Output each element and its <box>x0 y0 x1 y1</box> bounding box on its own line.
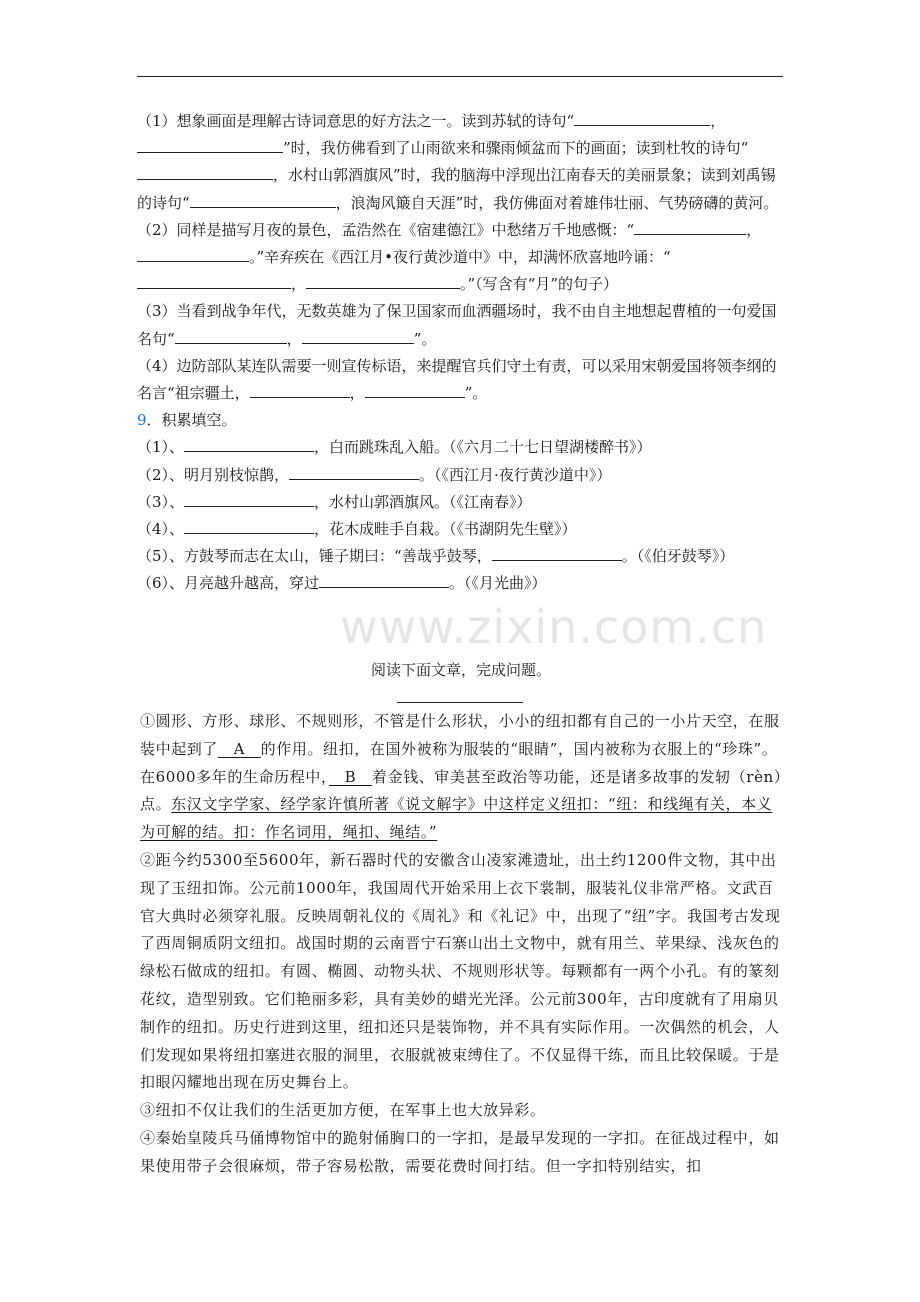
underlined-sentence: 东汉文字学家、经学家许慎所著《说文解字》中这样定义纽扣：“纽：和线绳有关，本义为可解的结。扣：作名词用，绳扣、绳结。” <box>140 795 773 842</box>
reading-article <box>140 708 786 1181</box>
answer-blank[interactable] <box>319 573 449 588</box>
header-rule <box>137 76 783 77</box>
q8-part-2: （2）同样是描写月夜的景色，孟浩然在《宿建德江》中愁绪万千地感慨：“ ，。”辛弃疾在《西江月•夜行黄沙道中》中，却满怀欣喜地吟诵：“， 。”（写含有“月”的句子） <box>137 220 762 294</box>
answer-blank[interactable] <box>190 193 336 208</box>
q9-item-6: （6）、月亮越升越高，穿过 。（《月光曲》） <box>137 574 547 593</box>
question-8-section <box>137 108 785 598</box>
q9-item-3: （3）、 ，水村山郭酒旗风。（《江南春》） <box>137 492 532 511</box>
answer-blank[interactable] <box>137 247 249 262</box>
q9-item-1: （1）、 ，白而跳珠乱入船。（《六月二十七日望湖楼醉书》） <box>137 438 652 457</box>
answer-blank[interactable] <box>302 329 414 344</box>
answer-blank[interactable] <box>137 274 291 289</box>
reading-instruction: 阅读下面文章，完成问题。 <box>370 661 551 679</box>
answer-blank[interactable] <box>289 465 419 480</box>
question-number: 9 <box>137 411 147 430</box>
watermark: www.zixin.com.cn <box>340 600 768 654</box>
answer-blank[interactable] <box>184 519 314 534</box>
q9-item-5: （5）、方鼓琴而志在太山，锤子期曰：“善哉乎鼓琴， 。（《伯牙鼓琴》） <box>137 547 735 566</box>
answer-blank[interactable] <box>184 492 314 507</box>
answer-blank[interactable] <box>137 165 273 180</box>
blank-a[interactable]: A <box>218 739 261 758</box>
q8-part-1: （1）想象画面是理解古诗词意思的好方法之一。读到苏轼的诗句“ ，”时，我仿佛看到了山雨欲来和骤雨倾盆而下的画面；读到杜牧的诗句“，水村山郭酒旗风”时，我的脑海中浮现出江南春天的美丽景象；读到刘禹锡的诗句“ ，浪淘风簸自天涯”时，我仿佛面对着雄伟壮丽、气势磅礴的黄河。 <box>137 112 779 212</box>
answer-blank[interactable] <box>634 220 746 235</box>
answer-blank[interactable] <box>175 329 287 344</box>
q9-heading: 9．积累填空。 <box>137 411 237 430</box>
article-paragraph-3: ③纽扣不仅让我们的生活更加方便，在军事上也大放异彩。 <box>140 1101 546 1120</box>
article-paragraph-1: ①圆形、方形、球形、不规则形，不管是什么形状，小小的纽扣都有自己的一小片天空，在服装中起到了 A 的作用。纽扣，在国外被称为服装的“眼睛”，国内被称为衣服上的“珍珠”。在6000多年的生命历程中， B 着金钱、审美甚至政治等功能，还是诸多故事的发轫（rèn）点。东汉文字学家、经学家许慎所著《说文解字》中这样定义纽扣：“纽：和线绳有关，本义为可解的结。扣：作名词用，绳扣、绳结。” <box>140 712 782 842</box>
q9-item-4: （4）、 ，花木成畦手自栽。（《书湖阴先生壁》） <box>137 520 577 539</box>
answer-blank[interactable] <box>137 138 283 153</box>
answer-blank[interactable] <box>365 383 465 398</box>
article-paragraph-2: ②距今约5300至5600年，新石器时代的安徽含山凌家滩遗址，出土约1200件文物，其中出现了玉纽扣饰。公元前1000年，我国周代开始采用上衣下裳制，服装礼仪非常严格。文武百官大典时必须穿礼服。反映周朝礼仪的《周礼》和《礼记》中，出现了“纽”字。我国考古发现了西周铜质阴文纽扣。战国时期的云南晋宁石寨山出土文物中，就有用兰、苹果绿、浅灰色的绿松石做成的纽扣。有圆、椭圆、动物头状、不规则形状等。每颗都有一两个小孔。有的篆刻花纹，造型别致。它们艳丽多彩，具有美妙的蜡光光泽。公元前300年，古印度就有了用扇贝制作的纽扣。历史行进到这里，纽扣还只是装饰物，并不具有实际作用。一次偶然的机会，人们发现如果将纽扣塞进衣服的洞里，衣服就被束缚住了。不仅显得干练，而且比较保暖。于是扣眼闪耀地出现在历史舞台上。 <box>140 850 781 1092</box>
article-title-blank[interactable] <box>397 702 523 703</box>
q8-part-4: （4）边防部队某连队需要一则宣传标语，来提醒官兵们守土有责，可以采用宋朝爱国将领李纲的名言“祖宗疆土， ， ”。 <box>137 356 777 403</box>
q8-part-3: （3）当看到战争年代，无数英雄为了保卫国家而血洒疆场时，我不由自主地想起曹植的一句爱国名句“ ， ”。 <box>137 302 777 348</box>
answer-blank[interactable] <box>184 437 314 452</box>
answer-blank[interactable] <box>250 383 350 398</box>
q9-item-2: （2）、明月别枝惊鹊， 。（《西江月·夜行黄沙道中》） <box>137 465 612 484</box>
blank-b[interactable]: B <box>329 767 372 786</box>
article-paragraph-4: ④秦始皇陵兵马俑博物馆中的跪射俑胸口的一字扣，是最早发现的一字扣。在征战过程中，如果使用带子会很麻烦，带子容易松散，需要花费时间打结。但一字扣特别结实，扣 <box>140 1128 780 1175</box>
answer-blank[interactable] <box>574 111 710 126</box>
answer-blank[interactable] <box>306 274 460 289</box>
answer-blank[interactable] <box>492 546 622 561</box>
